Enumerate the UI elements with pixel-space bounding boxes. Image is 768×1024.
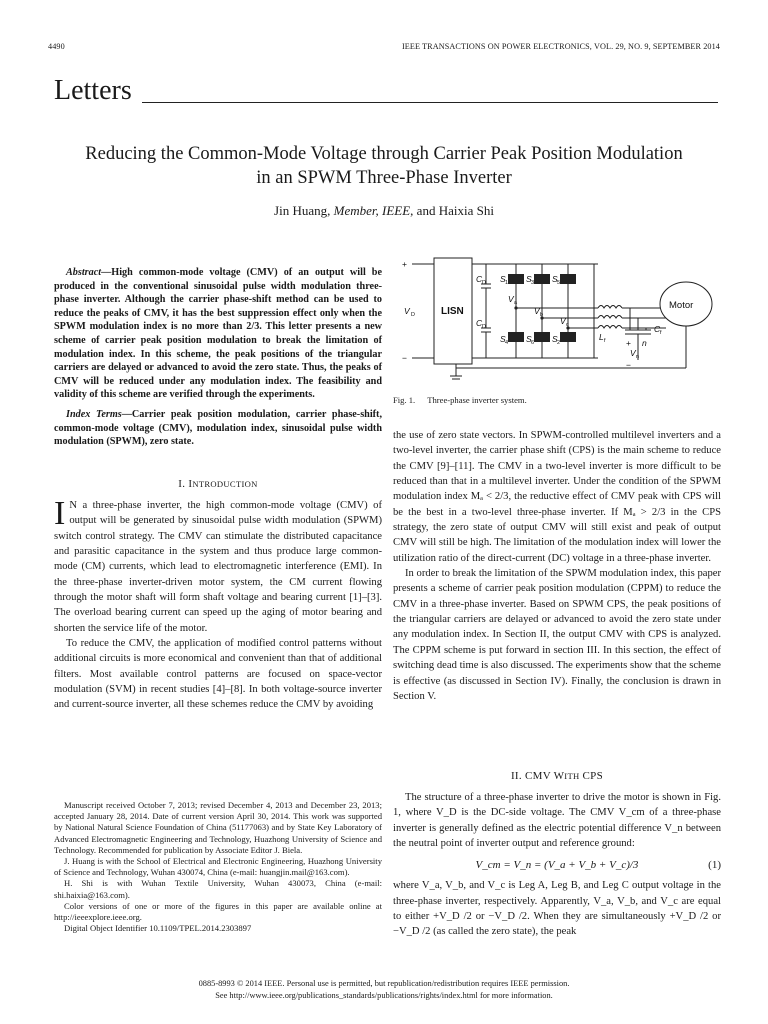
journal-header: IEEE TRANSACTIONS ON POWER ELECTRONICS, VOL. 29, NO. 9, SEPTEMBER 2014 [401,42,720,51]
equation-number: (1) [708,859,721,872]
caption-number: Fig. 1. [393,395,416,405]
section2-block [393,790,721,940]
intro-block [54,495,382,713]
fig-label-s4: S [500,334,506,344]
figure-caption [393,395,527,405]
fig-label-s5-sub: 5 [557,280,561,286]
footnote-author2: H. Shi is with Wuhan Textile University, Wuhan 430073, China (e-mail: shi.haixia@163.com). [54,878,382,900]
fig-label-vd: V [404,306,410,316]
fig-label-n-minus: − [626,360,631,370]
fig-label-s1-sub: 1 [505,280,509,286]
fig-label-s1: S [500,274,506,284]
footnote-doi: Digital Object Identifier 10.1109/TPEL.2014.2303897 [64,923,252,934]
equation-1 [393,854,721,878]
section-head-cap: I [188,478,193,490]
fig-label-cd-top-sub: D [482,280,486,286]
fig-label-cd-top: C [476,274,483,284]
fig-label-plus: + [402,259,407,269]
inverter-circuit-figure [398,256,720,384]
right-paragraph-1: the use of zero state vectors. In SPWM-controlled multilevel inverters and a two-level inverter, the carrier phase shift (CPS) is the main scheme to reduce the CMV [9]–[11]. The CMV in a two-level inverter is more difficult to be reduced than that in a multilevel inverter. Under the condition of the SPWM modulation index Mₐ < 2/3, the reductive effect of CMV peak with CPS will be the best in a two-level three-phase inverter. If Mₐ > 2/3 in the CPS strategy, the zero state of output CMV will still exist and peak of output CMV will still be high. The limitation of the modulation index will lower the utilization ratio of the direct-current (DC) voltage in a three-phase inverter. [393,430,721,564]
title-line-1: Reducing the Common-Mode Voltage through Carrier Peak Position Modulation [85,144,683,164]
fig-label-s2-sub: 2 [557,340,561,346]
right-paragraph-2: In order to break the limitation of the SPWM modulation index, this paper presents a scheme of carrier peak position modulation (CPPM) to reduce the CMV in a three-phase inverter. Based on SPWM CPS, the peak positions of the triangular carriers are delayed or advanced to avoid the zero state under any modulation index. In Section II, the output CMV with CPS is analyzed. The CPPM scheme is put forward in section III. In this section, the effect of switching dead time is also discussed. The experiments show that the scheme is effective (as discussed in Section IV). Finally, the conclusion is drawn in Section V. [393,568,721,702]
fig-label-n-plus: + [626,338,631,348]
fig-label-cd-bottom-sub: D [482,324,486,330]
section-head-rest: NTRODUCTION [192,479,258,489]
caption-text: Three-phase inverter system. [427,395,527,405]
section2-head-a: CMV W [524,770,565,782]
fig-label-vb: V [534,306,540,316]
section-numeral: I. [178,478,189,490]
section2-head-c: CPS [579,770,604,782]
fig-label-lisn: LISN [441,306,464,317]
fig-label-cd-bottom: C [476,318,483,328]
equation-text: V_cm = V_n = (V_a + V_b + V_c)/3 [475,859,639,872]
header-rule [142,102,718,103]
fig-label-vc: V [560,316,566,326]
footnotes [54,800,382,934]
copyright-footer [48,978,720,1002]
section2-paragraph-1: The structure of a three-phase inverter to drive the motor is shown in Fig. 1, where V_D is the DC-side voltage. The CMV V_cm of a three-phase inverter is generally defined as the electric potential difference V_n between the neutral point of inverter output and reference ground: [393,792,721,850]
author-line: Jin Huang, Member, IEEE, and Haixia Shi [274,203,494,218]
fig-label-s3-sub: 3 [531,280,535,286]
abstract-block [54,266,382,449]
fig-label-s5: S [552,274,558,284]
fig-label-vn-sub: n [636,354,640,360]
intro-p1-text: N a three-phase inverter, the high common-mode voltage (CMV) of output will be generated by sinusoidal pulse width modulation (SPWM) switch control strategy. The CMV can stimulate the distributed capacitance and parasitic capacitance in the system and thus produce large common-mode (CM) currents, which lead to electromagnetic interference (EMI). In the three-phase inverter-driven motor system, the CM current flowing through the motor shaft will form shaft voltage and bearing current [1]–[3]. The overload bearing current can speed up the aging of motor bearing and shorten the service life of the motor. [54,500,382,634]
fig-label-lf-sub: f [604,338,606,344]
fig-label-cf: C [654,324,661,334]
fig-label-s3: S [526,274,532,284]
fig-label-vd-sub: D [411,312,415,318]
fig-label-s4-sub: 4 [505,340,509,346]
fig-label-vn: V [630,348,636,358]
index-terms-text: —Carrier peak position modulation, carrier phase-shift, common-mode voltage (CMV), modulation index, sinusoidal pulse width modulation (SPWM), zero state. [54,408,382,448]
abstract-label: Abstract [66,267,102,278]
fig-label-s6: S [526,334,532,344]
drop-cap: I [54,495,66,532]
fig-label-vb-sub: b [540,312,544,318]
index-terms [54,408,382,449]
footnote-color: Color versions of one or more of the figures in this paper are available online at http://ieeexplore.ieee.org. [54,900,382,923]
author-rest: , and Haixia Shi [410,203,494,218]
fig-label-motor: Motor [669,300,694,311]
fig-label-cf-sub: f [660,330,662,336]
author-name: Jin Huang [274,203,328,218]
section2-paragraph-2: where V_a, V_b, and V_c is Leg A, Leg B, and Leg C output voltage in the three-phase inverter, respectively. Apparently, V_a, V_b, and V_c are equal to either +V_D /2 or −V_D /2. When they are simultaneously +V_D /2 or −V_D /2 (as called the zero state), the peak [393,880,721,938]
footer-line-2: See http://www.ieee.org/publications_standards/publications/rights/index.html for more information. [215,991,553,1000]
fig-label-lf: L [599,332,604,342]
section-heading-1 [54,478,382,490]
page-number: 4490 [48,42,65,51]
footer-line-1: 0885-8993 © 2014 IEEE. Personal use is permitted, but republication/redistribution requires IEEE permission. [198,979,570,988]
author-affiliation: Member, IEEE [333,203,411,218]
section2-head-b: ITH [564,771,580,781]
footnote-manuscript: Manuscript received October 7, 2013; revised December 4, 2013 and December 23, 2013; accepted January 28, 2014. Date of current version April 30, 2014. This work was supported by National Natural Science Foundation of China (51177063) and by State Key Laboratory of Advanced Electromagnetic Engineering and Technology, Huazhong University of Science and Technology. Recommended for publication by Associate Editor J. Biela. [54,800,382,855]
fig-label-minus: − [402,353,407,363]
footnote-author1: J. Huang is with the School of Electrical and Electronic Engineering, Huazhong University of Science and Technology, Wuhan 430074, China (e-mail: huangjin.mail@163.com). [54,856,382,878]
abstract [54,266,382,402]
right-column-block [393,428,721,704]
abstract-text: —High common-mode voltage (CMV) of an output will be produced in the conventional sinusoidal pulse width modulation three-phase inverter. Although the carrier phase-shift method can be used to reduce the peaks of CMV, it has the best suppression effect only when the SPWM modulation index is no more than 2/3. This letter presents a new scheme of carrier peak position modulation to break the limitation of modulation index. In this scheme, the peak positions of the triangular carriers are delayed or advanced to avoid the zero state. Thus, the peaks of CMV will be reduced under any modulation index. The feasibility and validity of this scheme are verified through the experiments. [54,267,382,401]
fig-label-va-sub: a [514,300,518,306]
intro-paragraph-2: To reduce the CMV, the application of modified control patterns without additional circuits is more economical and convenient than that of additional filters. Most available control patterns are focused on space-vector modulation (SVM) in recent studies [4]–[8]. In both voltage-source inverter and current-source inverter, all these schemes reduce the CMV by avoiding [54,638,382,711]
fig-label-n: n [642,338,647,348]
index-terms-label: Index Terms [66,408,122,420]
section2-numeral: II. [510,770,525,782]
title-line-2: in an SPWM Three-Phase Inverter [256,168,512,188]
fig-label-s2: S [552,334,558,344]
paper-title [48,142,720,190]
fig-label-vc-sub: c [566,322,569,328]
section-label: Letters [54,75,132,106]
fig-label-s6-sub: 6 [531,340,535,346]
intro-paragraph-1 [54,495,382,636]
fig-label-va: V [508,294,514,304]
section-heading-2 [393,770,721,782]
